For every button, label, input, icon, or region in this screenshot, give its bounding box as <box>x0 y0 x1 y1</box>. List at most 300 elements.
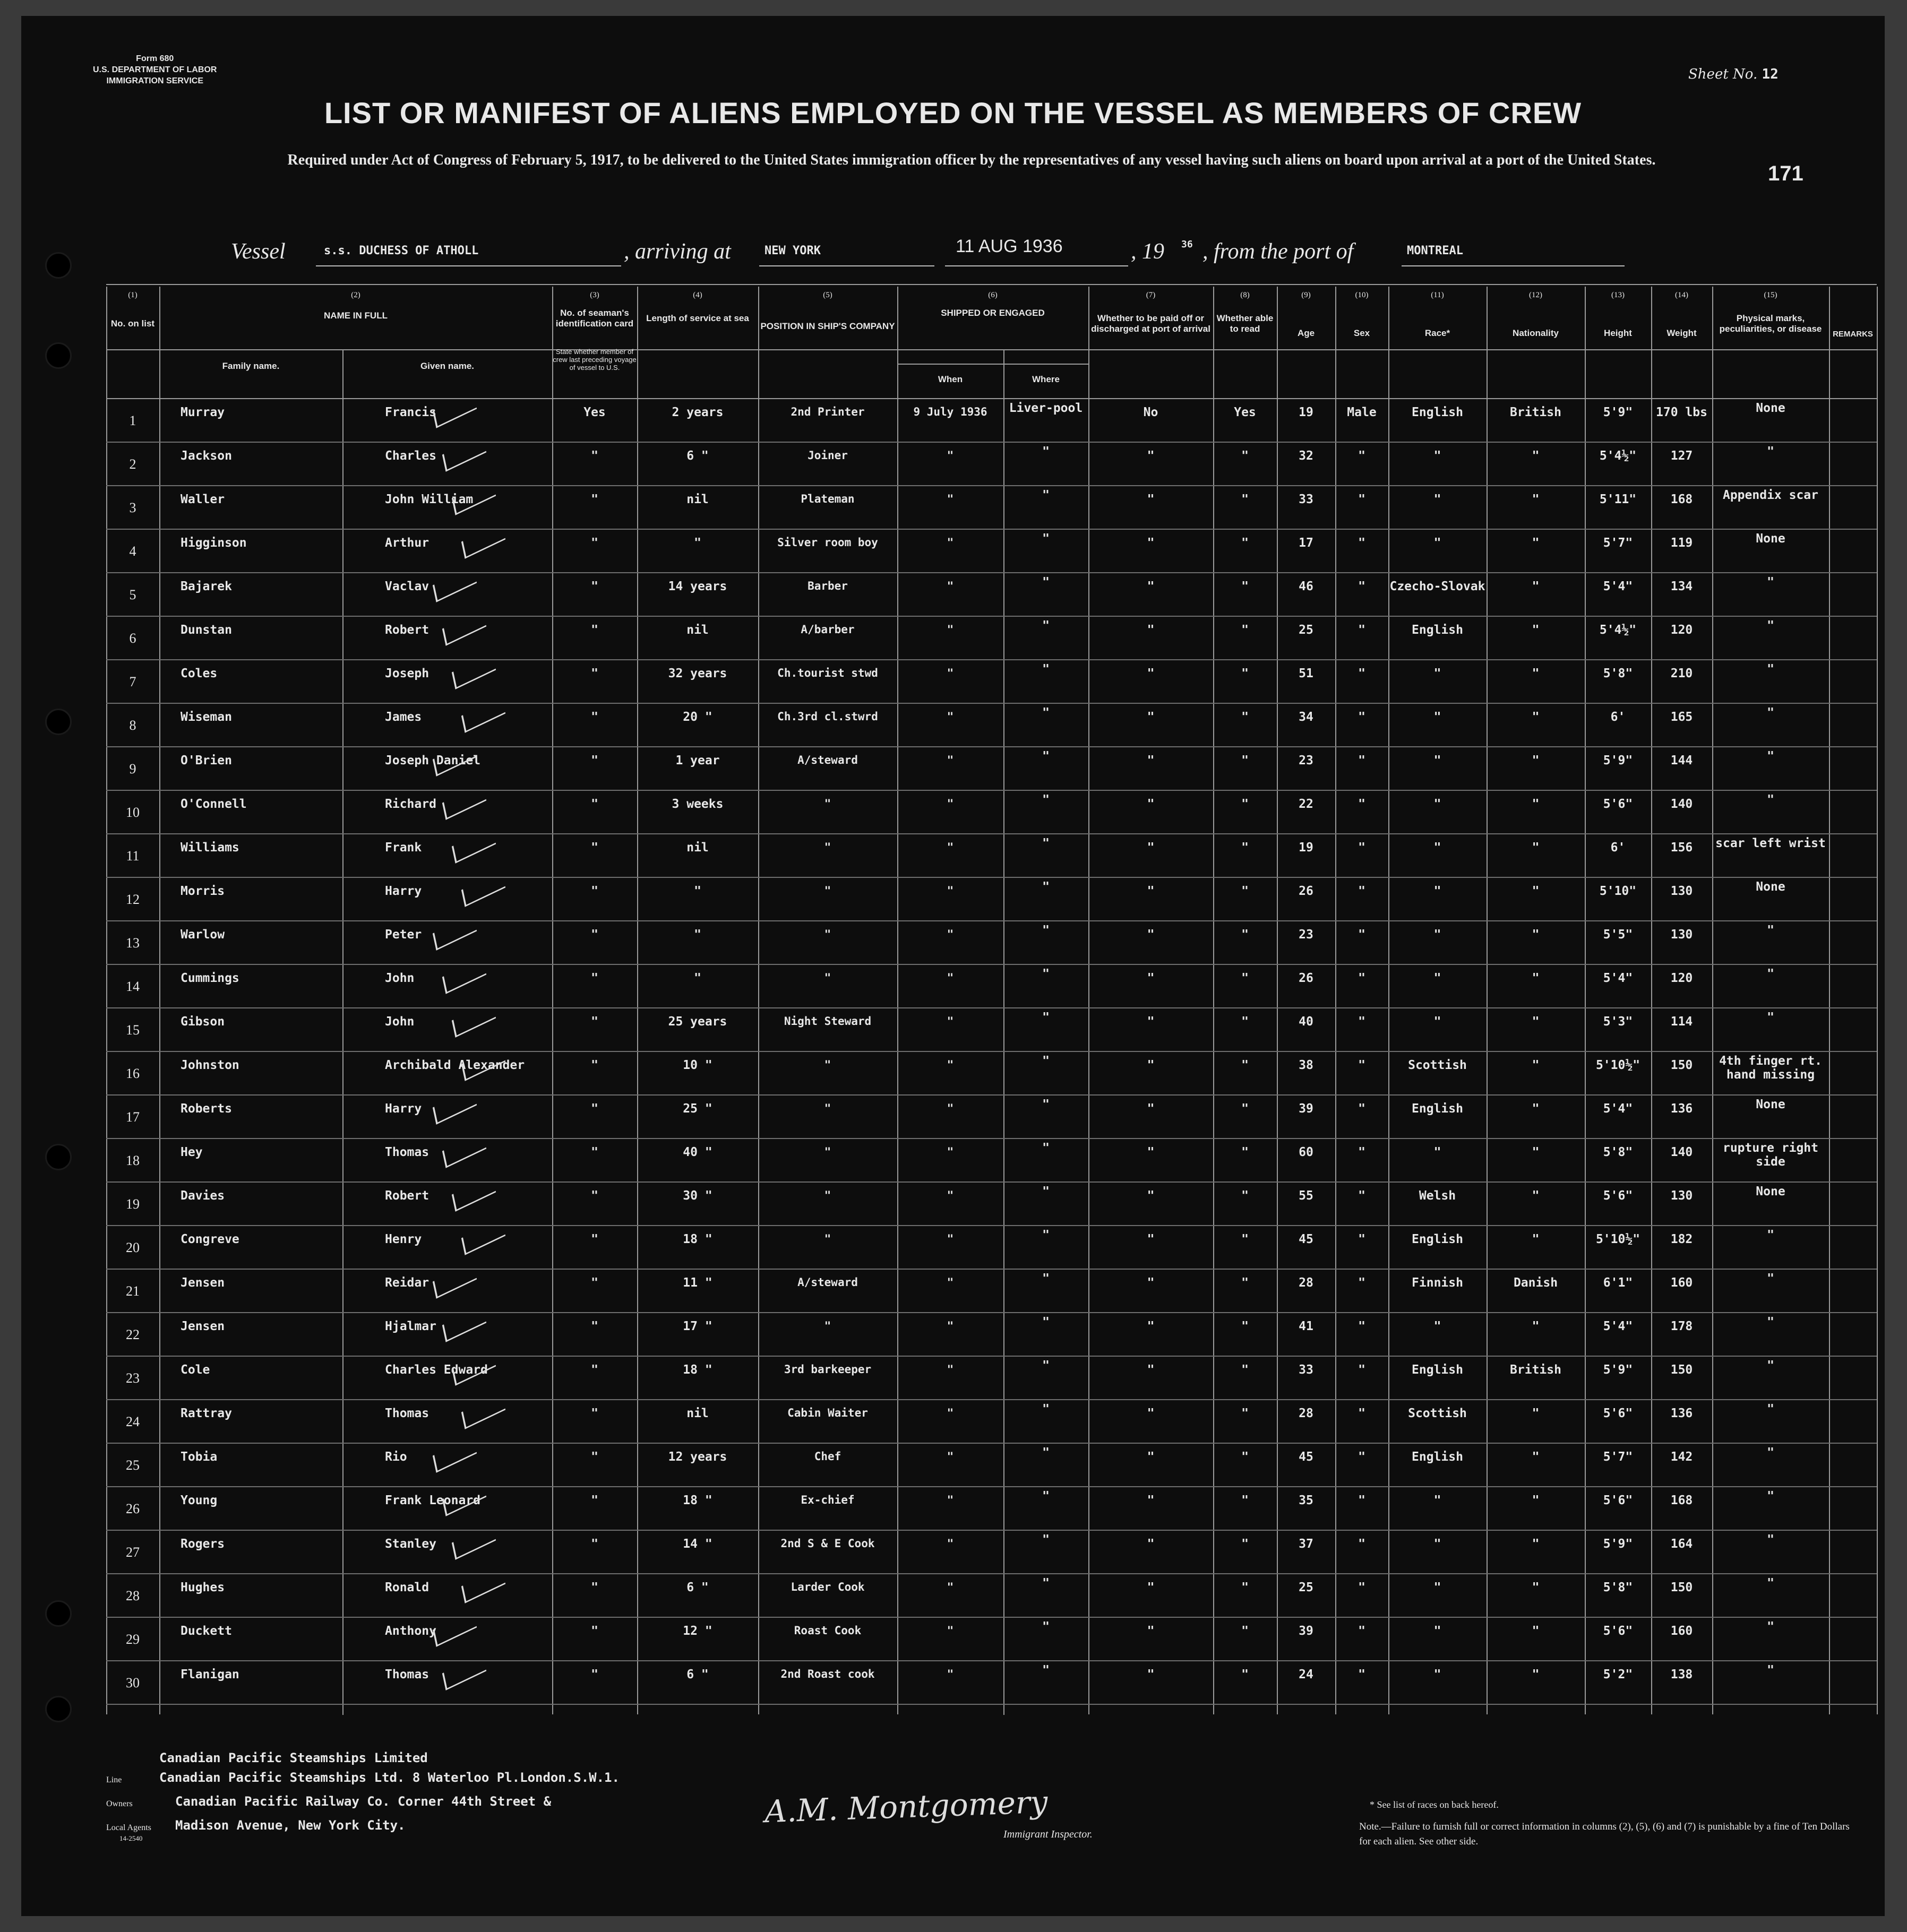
cell-position: " <box>824 1189 831 1202</box>
cell-no: 20 <box>126 1240 140 1255</box>
column-divider <box>342 349 343 1715</box>
cell-family: Rogers <box>181 1537 225 1551</box>
cell-age: 28 <box>1299 1276 1313 1290</box>
cell-age: 34 <box>1299 710 1313 724</box>
cell-marks: " <box>1767 924 1774 937</box>
cell-sex: " <box>1358 580 1365 593</box>
cell-no: 24 <box>126 1414 140 1429</box>
cell-paid: " <box>1147 1624 1155 1638</box>
cell-family: Warlow <box>181 928 225 942</box>
cell-family: Murray <box>181 406 225 419</box>
cell-sex: " <box>1358 1407 1365 1420</box>
cell-age: 55 <box>1299 1189 1313 1203</box>
cell-no: 16 <box>126 1066 140 1081</box>
cell-no: 12 <box>126 892 140 907</box>
cell-weight: 136 <box>1670 1407 1693 1420</box>
cell-id: " <box>591 1058 598 1072</box>
cell-given: Arthur <box>385 536 429 550</box>
cell-height: 6' <box>1610 841 1626 855</box>
cell-height: 5'4½" <box>1599 623 1637 637</box>
cell-height: 5'2" <box>1603 1668 1633 1681</box>
underline <box>1402 265 1625 266</box>
row-divider <box>106 1007 1877 1008</box>
cell-read: " <box>1241 884 1249 898</box>
cell-when: " <box>947 841 954 853</box>
cell-age: 39 <box>1299 1102 1313 1116</box>
cell-id: " <box>591 1232 598 1246</box>
checkmark-icon <box>452 1523 496 1560</box>
cell-nat: " <box>1532 1058 1540 1072</box>
cell-paid: " <box>1147 493 1155 506</box>
cell-no: 10 <box>126 805 140 820</box>
checkmark-icon <box>461 1219 505 1255</box>
column-number: (14) <box>1675 291 1688 299</box>
cell-sex: Male <box>1347 406 1377 419</box>
cell-weight: 170 lbs <box>1656 406 1707 419</box>
cell-no: 11 <box>126 848 140 864</box>
cell-height: 5'4½" <box>1599 449 1637 463</box>
cell-paid: " <box>1147 623 1155 637</box>
cell-sex: " <box>1358 1232 1365 1246</box>
cell-sex: " <box>1358 1319 1365 1333</box>
cell-marks: " <box>1767 749 1774 763</box>
cell-marks: " <box>1767 1533 1774 1547</box>
cell-no: 25 <box>126 1457 140 1473</box>
cell-marks: Appendix scar <box>1722 488 1818 502</box>
column-number: (5) <box>823 291 832 299</box>
cell-marks: " <box>1767 1011 1774 1024</box>
cell-paid: " <box>1147 667 1155 680</box>
cell-position: Ex-chief <box>801 1494 855 1506</box>
cell-race: " <box>1433 710 1441 724</box>
cell-paid: " <box>1147 710 1155 724</box>
cell-paid: " <box>1147 754 1155 767</box>
checkmark-icon <box>461 522 505 559</box>
cell-race: English <box>1412 1363 1463 1377</box>
cell-service: 30 " <box>683 1189 712 1203</box>
column-number: (3) <box>590 291 599 299</box>
column-number: (11) <box>1431 291 1444 299</box>
cell-family: Coles <box>181 667 218 680</box>
cell-position: " <box>824 1058 831 1071</box>
cell-when: " <box>947 1189 954 1202</box>
cell-nat: " <box>1532 797 1540 811</box>
cell-id: " <box>591 493 598 506</box>
cell-read: " <box>1241 1276 1249 1290</box>
cell-paid: " <box>1147 1058 1155 1072</box>
cell-id: " <box>591 536 598 550</box>
cell-position: " <box>824 1319 831 1332</box>
cell-height: 5'8" <box>1603 667 1633 680</box>
header-seaman-note: State whether member of crew last preceding voyage of vessel to U.S. <box>553 348 637 372</box>
cell-family: Duckett <box>181 1624 232 1638</box>
cell-given: Charles <box>385 449 436 463</box>
cell-position: " <box>824 971 831 984</box>
column-divider <box>1003 349 1004 1715</box>
document-title: LIST OR MANIFEST OF ALIENS EMPLOYED ON THE VESSEL AS MEMBERS OF CREW <box>324 96 1582 130</box>
binder-hole <box>45 1600 72 1627</box>
cell-sex: " <box>1358 1581 1365 1594</box>
cell-race: " <box>1433 667 1441 680</box>
cell-given: Anthony <box>385 1624 436 1638</box>
penalty-note: Note.—Failure to furnish full or correct information in columns (2), (5), (6) and (7) is punishable by a fine of Ten Dollars for each alien. See other side. <box>1359 1821 1850 1847</box>
cell-id: " <box>591 623 598 637</box>
checkmark-icon <box>442 1306 486 1342</box>
row-divider <box>106 920 1877 921</box>
row-divider <box>106 790 1877 791</box>
sheet-number <box>1688 66 1779 82</box>
cell-service: 18 " <box>683 1232 712 1246</box>
cell-family: Young <box>181 1494 218 1507</box>
cell-height: 5'10½" <box>1595 1058 1640 1072</box>
cell-read: " <box>1241 1624 1249 1638</box>
cell-id: " <box>591 971 598 985</box>
cell-nat: " <box>1532 754 1540 767</box>
header-family: Family name. <box>222 361 280 371</box>
cell-height: 5'3" <box>1603 1015 1633 1029</box>
cell-when: " <box>947 928 954 941</box>
cell-read: " <box>1241 754 1249 767</box>
cell-id: " <box>591 1581 598 1594</box>
cell-race: " <box>1433 449 1441 463</box>
cell-sex: " <box>1358 1450 1365 1464</box>
header-divider <box>897 364 1088 365</box>
cell-read: " <box>1241 493 1249 506</box>
line-label: Line <box>106 1775 122 1784</box>
cell-service: nil <box>686 493 709 506</box>
cell-where: " <box>1042 1315 1050 1329</box>
header-paid: Whether to be paid off or discharged at port of arrival <box>1091 313 1210 334</box>
cell-no: 13 <box>126 935 140 951</box>
checkmark-icon <box>433 566 477 602</box>
cell-marks: None <box>1756 1098 1785 1111</box>
checkmark-icon <box>433 740 477 777</box>
from-port: MONTREAL <box>1407 244 1463 257</box>
column-number: (12) <box>1529 291 1542 299</box>
cell-age: 37 <box>1299 1537 1313 1551</box>
row-divider <box>106 964 1877 965</box>
row-divider <box>106 529 1877 530</box>
cell-read: " <box>1241 1494 1249 1507</box>
cell-when: " <box>947 623 954 636</box>
cell-weight: 150 <box>1670 1058 1693 1072</box>
cell-no: 18 <box>126 1153 140 1168</box>
cell-where: " <box>1042 1054 1050 1068</box>
cell-when: " <box>947 1232 954 1245</box>
column-divider <box>1829 287 1830 1714</box>
table-border <box>106 284 1877 285</box>
cell-given: Francis <box>385 406 436 419</box>
row-divider <box>106 1269 1877 1270</box>
cell-no: 15 <box>126 1022 140 1038</box>
cell-read: " <box>1241 710 1249 724</box>
cell-id: " <box>591 1624 598 1638</box>
cell-height: 5'8" <box>1603 1581 1633 1594</box>
cell-when: " <box>947 493 954 505</box>
cell-paid: " <box>1147 1668 1155 1681</box>
cell-race: " <box>1433 536 1441 550</box>
cell-nat: " <box>1532 1319 1540 1333</box>
column-number: (7) <box>1146 291 1156 299</box>
cell-marks: " <box>1767 1272 1774 1286</box>
cell-race: " <box>1433 928 1441 942</box>
cell-family: Johnston <box>181 1058 239 1072</box>
row-divider <box>106 1356 1877 1357</box>
cell-read: " <box>1241 449 1249 463</box>
cell-no: 19 <box>126 1196 140 1212</box>
cell-weight: 142 <box>1670 1450 1693 1464</box>
cell-read: " <box>1241 1015 1249 1029</box>
cell-where: " <box>1042 532 1050 546</box>
vessel-name: s.s. DUCHESS OF ATHOLL <box>324 244 479 257</box>
cell-nat: Danish <box>1513 1276 1558 1290</box>
cell-nat: " <box>1532 710 1540 724</box>
row-divider <box>106 659 1877 660</box>
row-divider <box>106 746 1877 747</box>
cell-race: " <box>1433 971 1441 985</box>
cell-when: " <box>947 884 954 897</box>
cell-position: Larder Cook <box>791 1581 865 1593</box>
cell-paid: " <box>1147 1494 1155 1507</box>
inspector-signature: A.M. Montgomery <box>763 1783 1049 1830</box>
cell-position: " <box>824 884 831 897</box>
cell-height: 5'10" <box>1599 884 1637 898</box>
cell-age: 35 <box>1299 1494 1313 1507</box>
cell-no: 9 <box>129 761 136 777</box>
cell-sex: " <box>1358 1668 1365 1681</box>
owners-label: Owners <box>106 1799 133 1808</box>
cell-paid: " <box>1147 1319 1155 1333</box>
checkmark-icon <box>442 1132 486 1168</box>
checkmark-icon <box>461 1567 505 1603</box>
cell-position: Night Steward <box>784 1015 872 1028</box>
cell-weight: 138 <box>1670 1668 1693 1681</box>
cell-race: English <box>1412 1232 1463 1246</box>
checkmark-icon <box>442 783 486 820</box>
cell-age: 40 <box>1299 1015 1313 1029</box>
cell-position: A/steward <box>797 1276 858 1289</box>
cell-age: 19 <box>1299 406 1313 419</box>
cell-marks: " <box>1767 662 1774 676</box>
checkmark-icon <box>452 653 496 689</box>
cell-nat: " <box>1532 1189 1540 1203</box>
cell-weight: 182 <box>1670 1232 1693 1246</box>
header-service: Length of service at sea <box>646 313 749 323</box>
cell-paid: " <box>1147 580 1155 593</box>
cell-no: 1 <box>129 413 136 428</box>
cell-where: " <box>1042 1228 1050 1242</box>
cell-nat: " <box>1532 667 1540 680</box>
cell-service: 12 years <box>668 1450 727 1464</box>
cell-paid: " <box>1147 1537 1155 1551</box>
cell-marks: " <box>1767 706 1774 720</box>
cell-position: " <box>824 928 831 941</box>
cell-sex: " <box>1358 667 1365 680</box>
form-header <box>93 53 217 87</box>
cell-weight: 164 <box>1670 1537 1693 1551</box>
cell-read: " <box>1241 1145 1249 1159</box>
cell-service: 25 " <box>683 1102 712 1116</box>
cell-nat: British <box>1510 406 1561 419</box>
races-note: * See list of races on back hereof. <box>1370 1799 1499 1810</box>
cell-where: " <box>1042 1272 1050 1286</box>
cell-race: " <box>1433 841 1441 855</box>
cell-height: 5'7" <box>1603 1450 1633 1464</box>
from-label: , from the port of <box>1202 239 1354 264</box>
page-number: 171 <box>1768 162 1803 185</box>
cell-position: " <box>824 797 831 810</box>
cell-height: 5'9" <box>1603 406 1633 419</box>
cell-weight: 130 <box>1670 884 1693 898</box>
cell-family: Flanigan <box>181 1668 239 1681</box>
cell-paid: " <box>1147 1581 1155 1594</box>
cell-no: 27 <box>126 1545 140 1560</box>
cell-id: " <box>591 1102 598 1116</box>
cell-height: 5'7" <box>1603 536 1633 550</box>
cell-age: 41 <box>1299 1319 1313 1333</box>
cell-id: " <box>591 710 598 724</box>
cell-race: " <box>1433 1537 1441 1551</box>
cell-read: " <box>1241 1102 1249 1116</box>
cell-read: " <box>1241 1450 1249 1464</box>
row-divider <box>106 703 1877 704</box>
cell-when: " <box>947 971 954 984</box>
cell-given: John William <box>385 493 474 506</box>
cell-id: " <box>591 841 598 855</box>
cell-id: " <box>591 754 598 767</box>
checkmark-icon <box>461 1393 505 1429</box>
cell-when: " <box>947 1581 954 1593</box>
cell-when: " <box>947 1015 954 1028</box>
header-border <box>106 398 1877 399</box>
cell-id: " <box>591 1189 598 1203</box>
cell-family: Higginson <box>181 536 247 550</box>
cell-age: 38 <box>1299 1058 1313 1072</box>
cell-family: Jensen <box>181 1276 225 1290</box>
cell-nat: " <box>1532 1145 1540 1159</box>
cell-position: Plateman <box>801 493 855 505</box>
underline <box>945 265 1128 266</box>
cell-read: " <box>1241 1058 1249 1072</box>
checkmark-icon <box>433 392 477 428</box>
cell-nat: " <box>1532 841 1540 855</box>
column-number: (1) <box>128 291 138 299</box>
cell-position: 3rd barkeeper <box>784 1363 872 1376</box>
cell-age: 26 <box>1299 884 1313 898</box>
cell-position: " <box>824 1145 831 1158</box>
cell-marks: " <box>1767 1663 1774 1677</box>
cell-height: 5'5" <box>1603 928 1633 942</box>
cell-where: " <box>1042 793 1050 807</box>
cell-age: 23 <box>1299 928 1313 942</box>
cell-service: 3 weeks <box>672 797 724 811</box>
cell-family: Cummings <box>181 971 239 985</box>
cell-id: " <box>591 580 598 593</box>
header-divider <box>106 349 1877 350</box>
header-when: When <box>938 374 963 384</box>
cell-when: 9 July 1936 <box>913 406 987 418</box>
cell-marks: " <box>1767 1620 1774 1634</box>
cell-sex: " <box>1358 884 1365 898</box>
cell-id: " <box>591 667 598 680</box>
cell-weight: 144 <box>1670 754 1693 767</box>
underline <box>316 265 621 266</box>
cell-service: 6 " <box>686 1581 709 1594</box>
cell-service: 14 " <box>683 1537 712 1551</box>
cell-id: " <box>591 1276 598 1290</box>
cell-marks: None <box>1756 1185 1785 1198</box>
cell-weight: 120 <box>1670 623 1693 637</box>
cell-when: " <box>947 1668 954 1680</box>
cell-no: 26 <box>126 1501 140 1516</box>
cell-sex: " <box>1358 1015 1365 1029</box>
cell-no: 23 <box>126 1370 140 1386</box>
cell-family: Hey <box>181 1145 203 1159</box>
cell-where: " <box>1042 445 1050 459</box>
row-divider <box>106 1051 1877 1052</box>
row-divider <box>106 1573 1877 1574</box>
cell-no: 5 <box>129 587 136 602</box>
cell-family: Cole <box>181 1363 210 1377</box>
cell-family: Tobia <box>181 1450 218 1464</box>
cell-when: " <box>947 1145 954 1158</box>
cell-age: 46 <box>1299 580 1313 593</box>
cell-family: Gibson <box>181 1015 225 1029</box>
cell-given: Vaclav <box>385 580 429 593</box>
cell-no: 22 <box>126 1327 140 1342</box>
cell-read: " <box>1241 1319 1249 1333</box>
cell-no: 29 <box>126 1632 140 1647</box>
agents-value: Madison Avenue, New York City. <box>175 1818 406 1833</box>
cell-where: " <box>1042 880 1050 894</box>
cell-race: " <box>1433 1015 1441 1029</box>
cell-sex: " <box>1358 754 1365 767</box>
cell-given: James <box>385 710 422 724</box>
cell-race: " <box>1433 1581 1441 1594</box>
cell-where: " <box>1042 1576 1050 1590</box>
cell-marks: " <box>1767 793 1774 807</box>
header-sex: Sex <box>1353 328 1370 338</box>
cell-id: " <box>591 1494 598 1507</box>
cell-weight: 150 <box>1670 1581 1693 1594</box>
cell-height: 5'6" <box>1603 1407 1633 1420</box>
binder-hole <box>45 1144 72 1170</box>
cell-paid: " <box>1147 884 1155 898</box>
cell-given: Thomas <box>385 1145 429 1159</box>
cell-position: 2nd Printer <box>791 406 865 418</box>
cell-id: " <box>591 1407 598 1420</box>
row-divider <box>106 1660 1877 1661</box>
cell-sex: " <box>1358 1624 1365 1638</box>
cell-marks: " <box>1767 1315 1774 1329</box>
cell-when: " <box>947 1276 954 1289</box>
cell-service: 1 year <box>675 754 720 767</box>
cell-when: " <box>947 580 954 592</box>
cell-height: 5'6" <box>1603 1624 1633 1638</box>
cell-position: Ch.3rd cl.stwrd <box>777 710 878 723</box>
checkmark-icon <box>442 435 486 472</box>
cell-paid: " <box>1147 841 1155 855</box>
cell-given: Thomas <box>385 1668 429 1681</box>
cell-weight: 130 <box>1670 928 1693 942</box>
cell-height: 5'6" <box>1603 1189 1633 1203</box>
cell-marks: " <box>1767 1228 1774 1242</box>
cell-position: 2nd S & E Cook <box>780 1537 875 1550</box>
cell-age: 28 <box>1299 1407 1313 1420</box>
cell-height: 5'6" <box>1603 797 1633 811</box>
cell-nat: " <box>1532 928 1540 942</box>
cell-family: Morris <box>181 884 225 898</box>
